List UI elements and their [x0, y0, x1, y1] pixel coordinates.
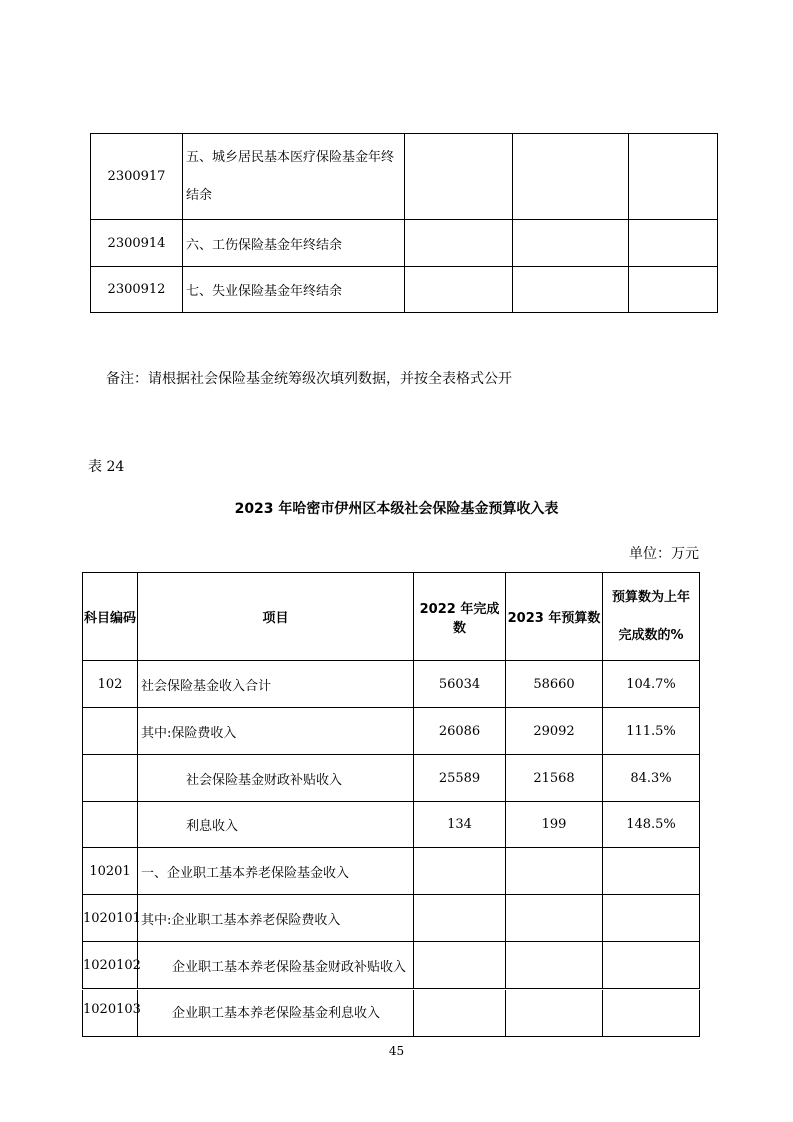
item-line: 结余: [186, 187, 213, 203]
empty-cell: [513, 220, 629, 267]
table-row: [83, 708, 700, 755]
table-row: [83, 990, 700, 1036]
table-label: 表 24: [88, 459, 125, 475]
item-cell: 社会保险基金财政补贴收入: [138, 755, 414, 802]
value-ratio: 104.7%: [603, 661, 700, 708]
header-ratio-line: 预算数为上年: [611, 589, 690, 605]
value-ratio: [603, 848, 700, 895]
item-cell: 企业职工基本养老保险基金财政补贴收入: [138, 942, 414, 989]
code-cell: 1020103: [83, 990, 138, 1036]
note-text: 备注：请根据社会保险基金统筹级次填列数据，并按全表格式公开: [106, 371, 512, 387]
empty-cell: [405, 267, 513, 313]
item-cell: [183, 134, 405, 220]
table-title: 2023 年哈密市伊州区本级社会保险基金预算收入表: [234, 501, 559, 517]
value-2023: [506, 942, 603, 989]
code-cell: [83, 802, 138, 848]
code-cell: [83, 708, 138, 755]
table-row: [83, 895, 700, 942]
cutoff-row-wrapper: [82, 990, 699, 1021]
item-cell: 其中:企业职工基本养老保险费收入: [138, 895, 414, 942]
table-row: [91, 220, 718, 267]
value-2022: 26086: [414, 708, 506, 755]
item-cell: 社会保险基金收入合计: [138, 661, 414, 708]
table-row: [91, 267, 718, 313]
value-ratio: [603, 895, 700, 942]
code-cell: 10201: [83, 848, 138, 895]
top-table: [90, 133, 718, 313]
empty-cell: [629, 220, 718, 267]
item-cell: 企业职工基本养老保险基金利息收入: [138, 990, 414, 1036]
item-cell: 七、失业保险基金年终结余: [183, 267, 405, 313]
income-table: [82, 572, 700, 989]
value-ratio: 148.5%: [603, 802, 700, 848]
value-2022: 56034: [414, 661, 506, 708]
value-2023: 29092: [506, 708, 603, 755]
value-2022: 134: [414, 802, 506, 848]
table-row: [91, 134, 718, 220]
code-cell: 1020102: [83, 942, 138, 989]
page-number: 45: [388, 1044, 405, 1058]
value-2023: 58660: [506, 661, 603, 708]
code-cell: 2300912: [91, 267, 183, 313]
value-ratio: [603, 990, 700, 1036]
value-ratio: 84.3%: [603, 755, 700, 802]
item-cell: 一、企业职工基本养老保险基金收入: [138, 848, 414, 895]
code-cell: [83, 755, 138, 802]
unit-label: 单位：万元: [629, 546, 699, 562]
value-2023: [506, 848, 603, 895]
header-code: 科目编码: [83, 573, 138, 661]
table-row: [83, 942, 700, 989]
table-row: [83, 755, 700, 802]
value-2022: [414, 942, 506, 989]
item-cell: 利息收入: [138, 802, 414, 848]
value-ratio: [603, 942, 700, 989]
empty-cell: [629, 134, 718, 220]
cutoff-table: [82, 990, 700, 1037]
empty-cell: [513, 267, 629, 313]
empty-cell: [629, 267, 718, 313]
value-2022: 25589: [414, 755, 506, 802]
empty-cell: [405, 220, 513, 267]
header-ratio: [603, 573, 700, 661]
value-2023: 199: [506, 802, 603, 848]
value-2023: [506, 895, 603, 942]
value-2022: [414, 848, 506, 895]
item-cell: 其中:保险费收入: [138, 708, 414, 755]
empty-cell: [405, 134, 513, 220]
value-2022: [414, 990, 506, 1036]
table-row: [83, 848, 700, 895]
header-row: [83, 573, 700, 661]
code-cell: 102: [83, 661, 138, 708]
value-ratio: 111.5%: [603, 708, 700, 755]
item-line: 五、城乡居民基本医疗保险基金年终: [186, 149, 395, 165]
header-2022: 2022 年完成数: [414, 573, 506, 661]
table-row: [83, 661, 700, 708]
header-item: 项目: [138, 573, 414, 661]
table-row: [83, 802, 700, 848]
code-cell: 2300917: [91, 134, 183, 220]
value-2023: [506, 990, 603, 1036]
header-ratio-line: 完成数的%: [618, 627, 684, 643]
code-cell: 1020101: [83, 895, 138, 942]
item-cell: 六、工伤保险基金年终结余: [183, 220, 405, 267]
code-cell: 2300914: [91, 220, 183, 267]
header-2023: 2023 年预算数: [506, 573, 603, 661]
empty-cell: [513, 134, 629, 220]
value-2022: [414, 895, 506, 942]
value-2023: 21568: [506, 755, 603, 802]
